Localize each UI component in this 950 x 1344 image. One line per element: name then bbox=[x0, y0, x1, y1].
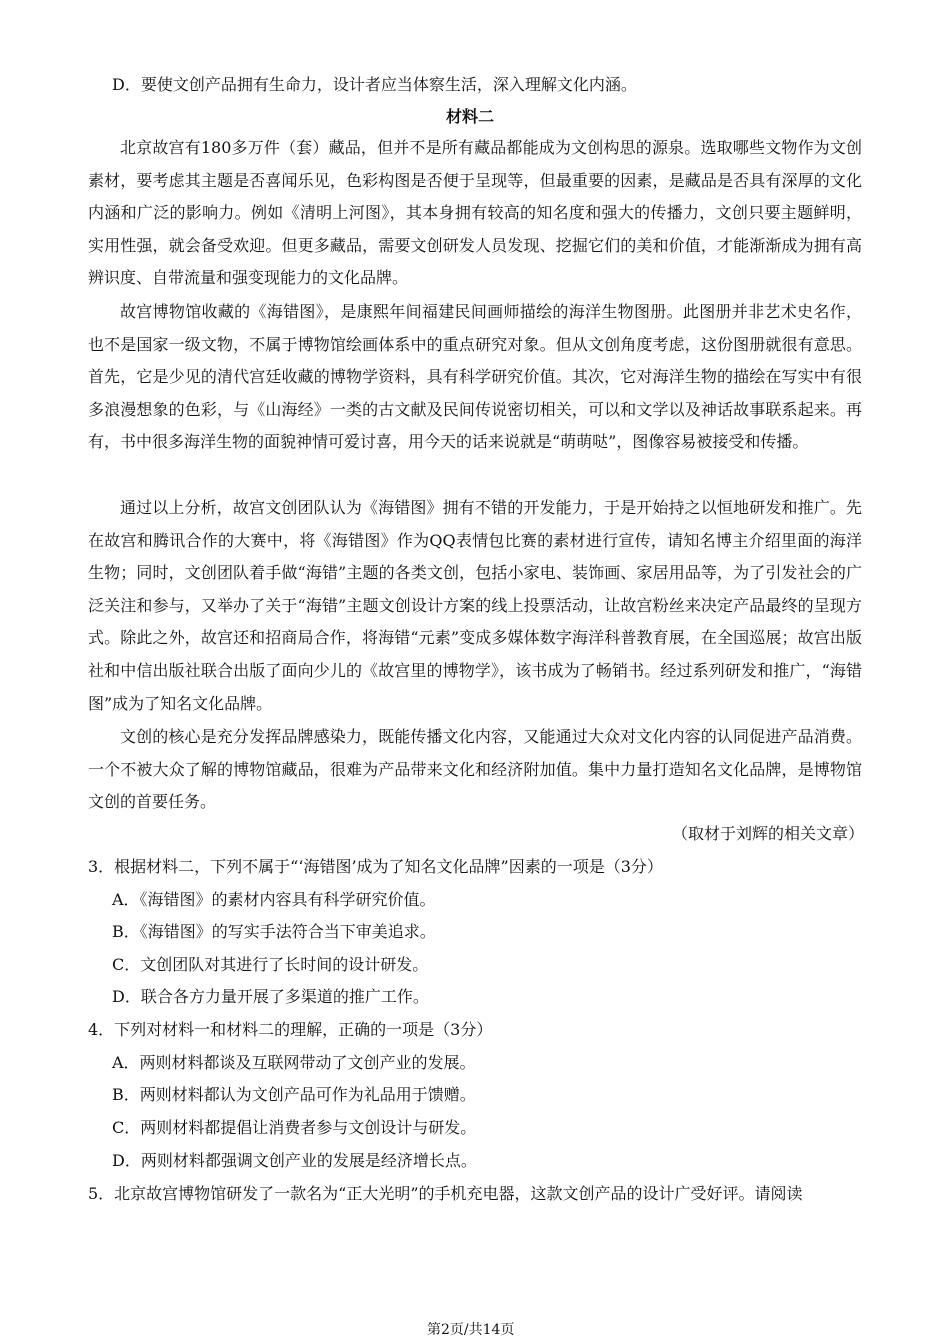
question-3-stem: 3．根据材料二，下列不属于“‘海错图’成为了知名文化品牌”因素的一项是（3分） bbox=[88, 857, 663, 876]
material-two-source: （取材于刘辉的相关文章） bbox=[672, 824, 865, 843]
material-two-paragraph-2: 故宫博物馆收藏的《海错图》，是康熙年间福建民间画师描绘的海洋生物图册。此图册并非艺术史名作，也不是国家一级文物，不属于博物馆绘画体系中的重点研究对象。但从文创角度考虑，这份图册就很有意思。首先，它是少见的清代宫廷收藏的博物学资料，具有科学研究价值。其次，它对海洋生物的描绘在写实中有很多浪漫想象的色彩，与《山海经》一类的古文献及民间传说密切相关，可以和文学以及神话故事联系起来。再有，书中很多海洋生物的面貌神情可爱讨喜，用今天的话来说就是“萌萌哒”，图像容易被接受和传播。 bbox=[88, 302, 862, 452]
question-4-stem: 4．下列对材料一和材料二的理解，正确的一项是（3分） bbox=[88, 1020, 493, 1039]
material-two-heading: 材料二 bbox=[446, 107, 495, 126]
material-two-paragraph-3: 通过以上分析，故宫文创团队认为《海错图》拥有不错的开发能力，于是开始持之以恒地研发和推广。先在故宫和腾讯合作的大赛中，将《海错图》作为QQ表情包比赛的素材进行宣传，请知名博主介绍里面的海洋生物；同时，文创团队着手做“海错”主题的各类文创，包括小家电、装饰画、家居用品等，为了引发社会的广泛关注和参与，又举办了关于“海错”主题文创设计方案的线上投票活动，让故宫粉丝来决定产品最终的呈现方式。除此之外，故宫还和招商局合作，将海错“元素”变成多媒体数字海洋科普教育展，在全国巡展；故宫出版社和中信出版社联合出版了面向少儿的《故宫里的博物学》，该书成为了畅销书。经过系列研发和推广，“海错图”成为了知名文化品牌。 bbox=[88, 498, 862, 713]
question-3-option-c: C．文创团队对其进行了长时间的设计研发。 bbox=[112, 955, 429, 974]
previous-question-option-d: D．要使文创产品拥有生命力，设计者应当体察生活，深入理解文化内涵。 bbox=[112, 75, 637, 94]
question-3-option-d: D．联合各方力量开展了多渠道的推广工作。 bbox=[112, 987, 429, 1006]
question-3-option-a: A．《海错图》的素材内容具有科学研究价值。 bbox=[112, 890, 436, 909]
question-4-option-b: B．两则材料都认为文创产品可作为礼品用于馈赠。 bbox=[112, 1085, 476, 1104]
question-5-stem: 5．北京故宫博物馆研发了一款名为“正大光明”的手机充电器，这款文创产品的设计广受好评。请阅读 bbox=[88, 1184, 803, 1203]
material-two-paragraph-4: 文创的核心是充分发挥品牌感染力，既能传播文化内容，又能通过大众对文化内容的认同促进产品消费。一个不被大众了解的博物馆藏品，很难为产品带来文化和经济附加值。集中力量打造知名文化品牌，是博物馆文创的首要任务。 bbox=[88, 727, 862, 812]
question-3-option-b: B．《海错图》的写实手法符合当下审美追求。 bbox=[112, 922, 436, 941]
page-number-footer: 第2页/共14页 bbox=[427, 1322, 515, 1338]
question-4-option-c: C．两则材料都提倡让消费者参与文创设计与研发。 bbox=[112, 1118, 477, 1137]
question-4-option-a: A．两则材料都谈及互联网带动了文创产业的发展。 bbox=[112, 1053, 476, 1072]
material-two-paragraph-1: 北京故宫有180多万件（套）藏品，但并不是所有藏品都能成为文创构思的源泉。选取哪些文物作为文创素材，要考虑其主题是否喜闻乐见，色彩构图是否便于呈现等，但最重要的因素，是藏品是否具有深厚的文化内涵和广泛的影响力。例如《清明上河图》，其本身拥有较高的知名度和强大的传播力，文创只要主题鲜明，实用性强，就会备受欢迎。但更多藏品，需要文创研发人员发现、挖掘它们的美和价值，才能渐渐成为拥有高辨识度、自带流量和强变现能力的文化品牌。 bbox=[88, 138, 862, 288]
question-4-option-d: D．两则材料都强调文创产业的发展是经济增长点。 bbox=[112, 1151, 477, 1170]
